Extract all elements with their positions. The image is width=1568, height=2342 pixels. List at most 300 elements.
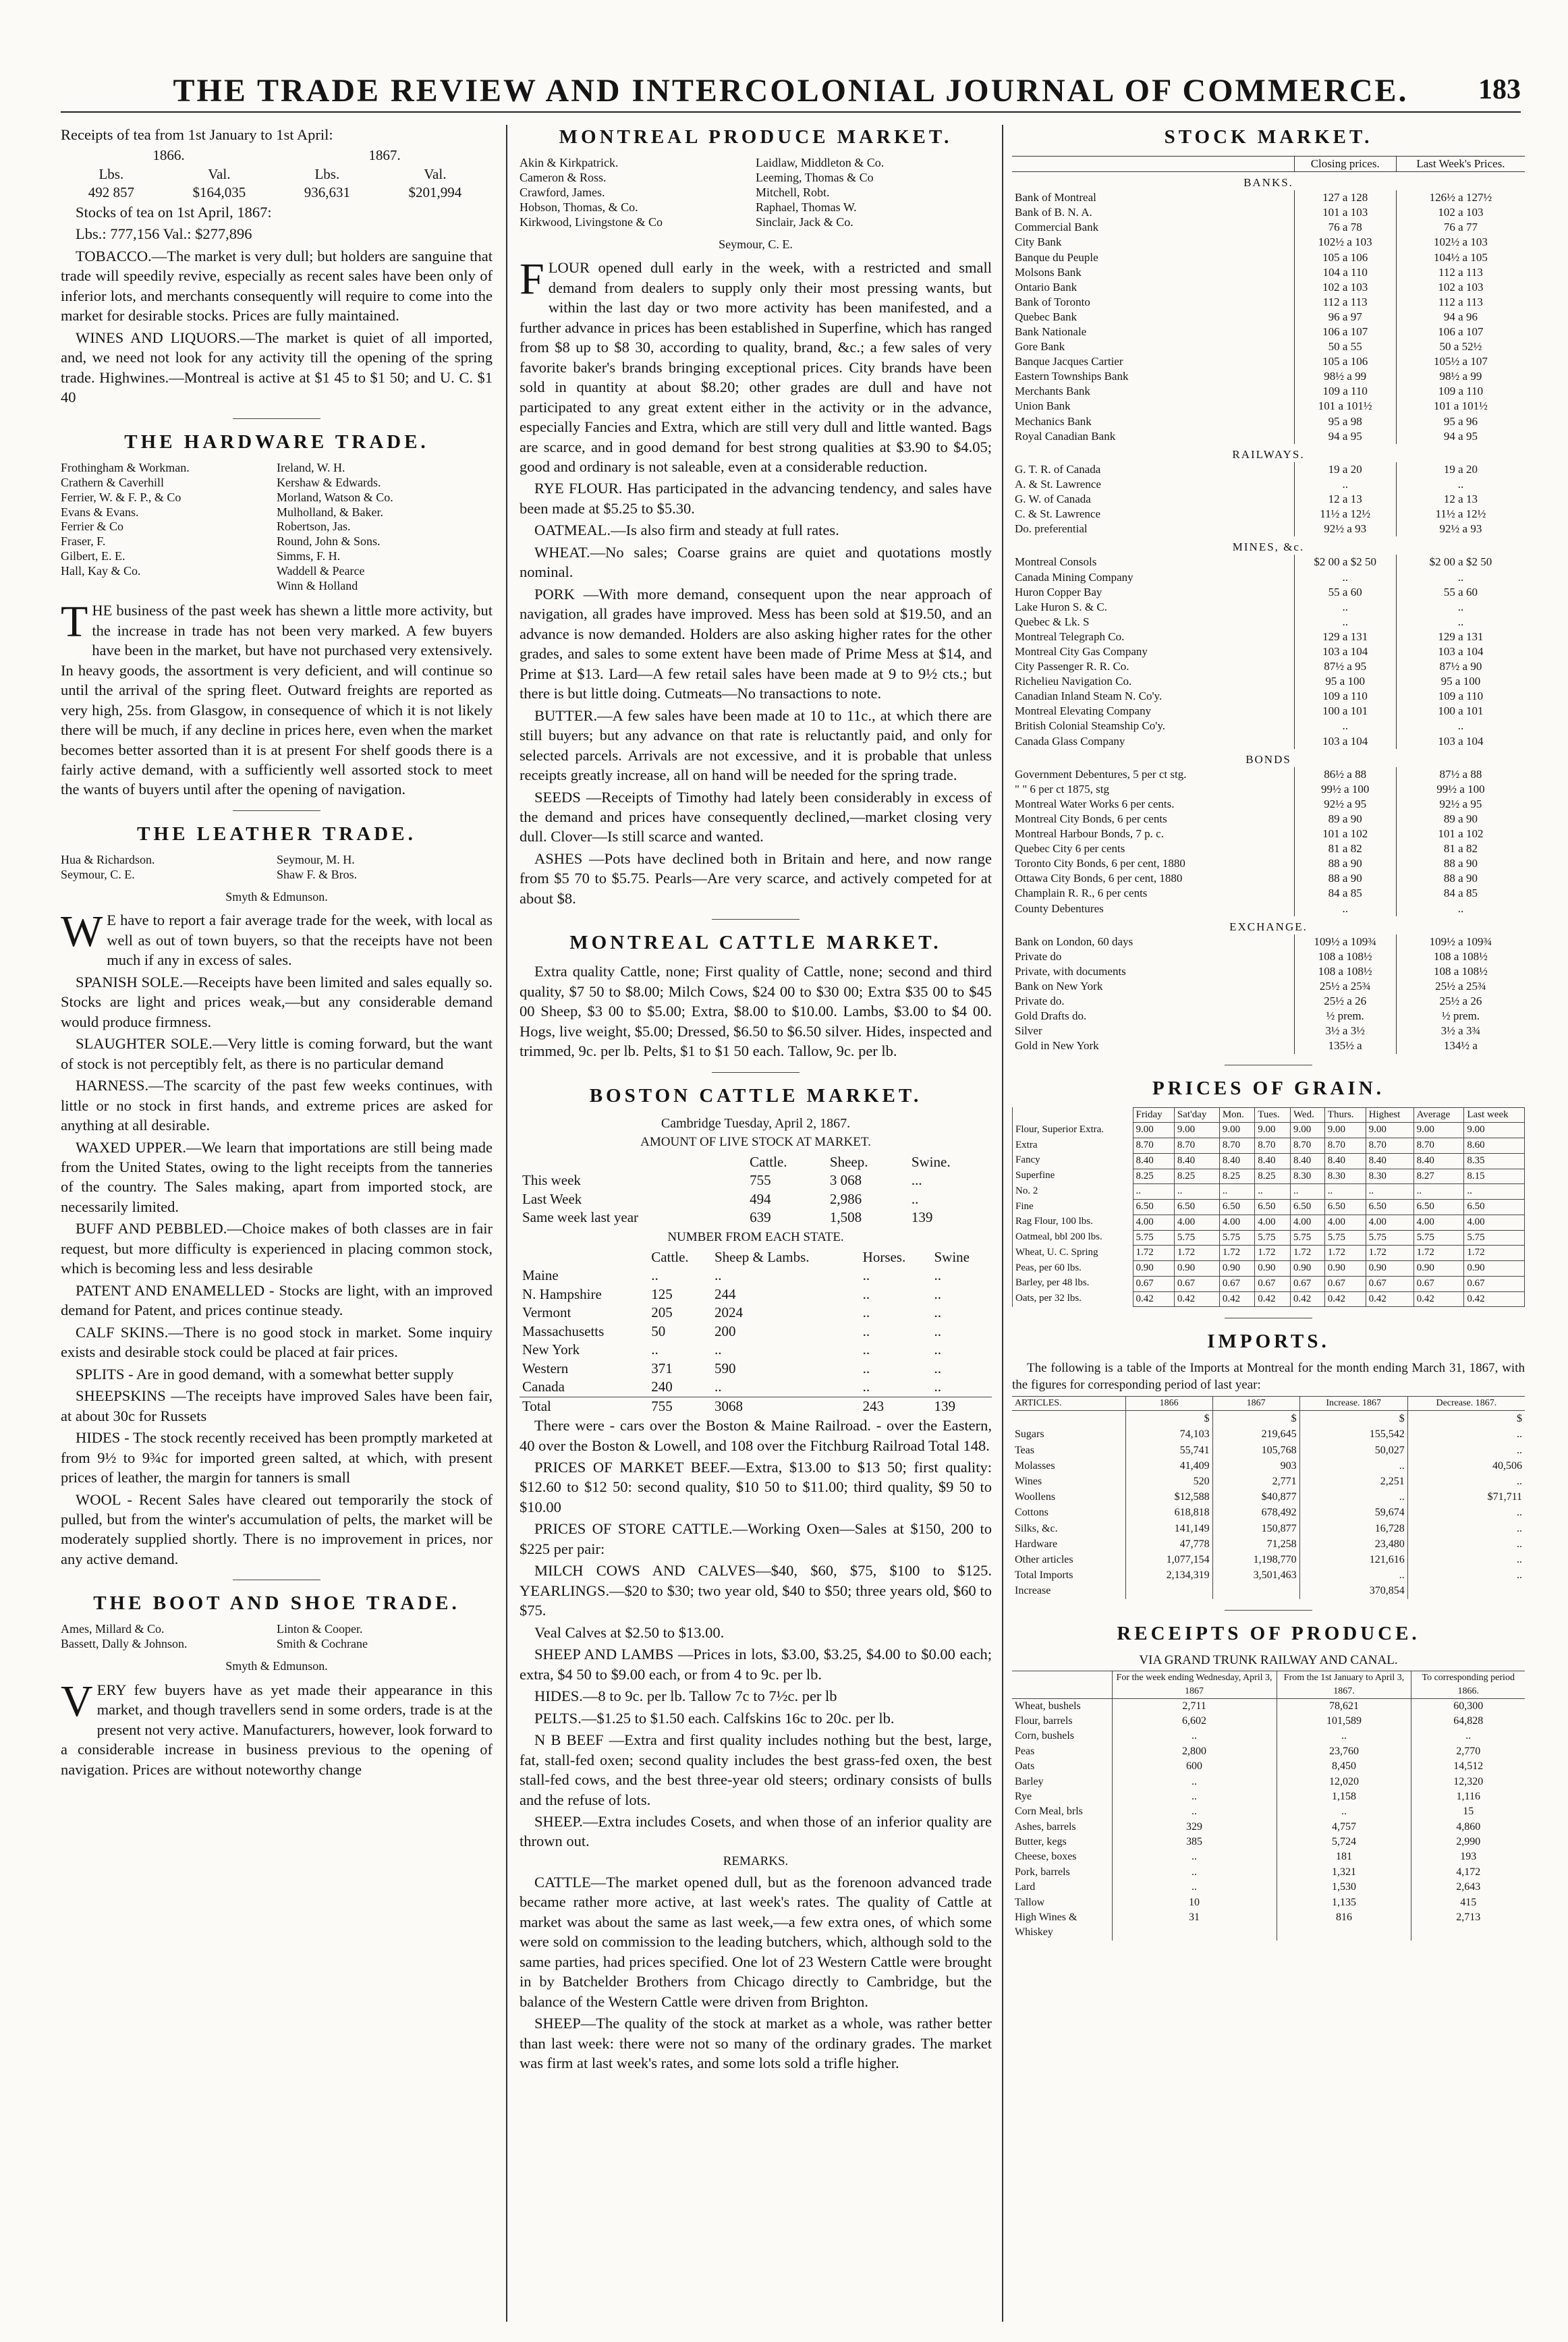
imports-value: 121,616 <box>1299 1552 1407 1567</box>
imports-value: .. <box>1407 1426 1525 1442</box>
grain-price: 1.72 <box>1290 1246 1324 1261</box>
stock-closing-price: 100 a 101 <box>1294 704 1396 719</box>
produce-item: BUTTER.—A few sales have been made at 10 to 11c., at which there are still buyers; but any advance on that rate is reluctantly paid, and only for selected parcels. Arrivals are not excessive, and it is probable that unless receipts greatly increase, all on hand will be needed for the spring trade. <box>520 706 992 784</box>
boston-item: HIDES.—8 to 9c. per lb. Tallow 7c to 7½c. per lb <box>534 1688 837 1705</box>
imports-value: 2,771 <box>1212 1474 1299 1489</box>
imports-value: .. <box>1407 1474 1525 1489</box>
stock-section-row <box>1012 536 1525 555</box>
stock-name: Do. preferential <box>1015 522 1088 536</box>
stock-row <box>1012 295 1525 310</box>
grain-price: 4.00 <box>1464 1215 1525 1230</box>
grain-price: 8.40 <box>1324 1153 1366 1169</box>
grain-price: 5.75 <box>1413 1230 1464 1246</box>
grain-price: 0.90 <box>1324 1261 1366 1277</box>
cell: 244 <box>714 1285 736 1302</box>
stock-name: Mechanics Bank <box>1015 414 1092 428</box>
imports-value: 55,741 <box>1125 1443 1212 1458</box>
stock-last-week-price: 106 a 107 <box>1396 325 1525 339</box>
receipts-row <box>1012 1775 1525 1789</box>
imports-article: Total Imports <box>1015 1569 1073 1582</box>
grain-price: 8.25 <box>1219 1169 1254 1184</box>
grain-row <box>1013 1230 1525 1246</box>
grain-price: 0.42 <box>1219 1291 1254 1307</box>
grain-price: 9.00 <box>1413 1123 1464 1138</box>
table-row <box>520 1285 992 1304</box>
firm-name: Crawford, James. <box>520 185 605 199</box>
table-row <box>520 1266 992 1285</box>
grain-price: 0.42 <box>1464 1291 1525 1307</box>
receipts-row <box>1012 1865 1525 1880</box>
stock-name: Montreal Elevating Company <box>1015 704 1152 718</box>
firm-name: Shaw F. & Bros. <box>277 867 358 881</box>
produce-item: SEEDS —Receipts of Timothy had lately been considerably in excess of the demand and prices have consequently declined,—market closing very dull. Clover—Is still scarce and wanted. <box>520 788 992 845</box>
hardware-heading: THE HARDWARE TRADE. <box>124 430 429 453</box>
receipts-value: 8,450 <box>1277 1759 1411 1774</box>
stock-section-label: RAILWAYS. <box>1232 447 1305 461</box>
leather-heading: THE LEATHER TRADE. <box>137 823 416 845</box>
cell: .. <box>714 1267 722 1284</box>
stock-closing-price: 25½ a 25¾ <box>1294 979 1396 994</box>
grain-price: 0.67 <box>1133 1276 1174 1291</box>
receipts-value: .. <box>1277 1804 1411 1819</box>
stock-last-week-price: 3½ a 3¾ <box>1396 1024 1525 1038</box>
col-head: Swine <box>934 1248 970 1265</box>
receipts-article: Ashes, barrels <box>1015 1820 1076 1833</box>
stock-last-week-price: 95 a 100 <box>1396 674 1525 689</box>
stock-row <box>1012 630 1525 644</box>
receipts-value: 6,602 <box>1112 1714 1277 1729</box>
leather-item: BUFF AND PEBBLED.—Choice makes of both classes are in fair request, but more difficulty is experienced in placing common stock, which is becoming less and less desirable <box>61 1220 493 1277</box>
leather-item: HARNESS.—The scarcity of the past few weeks continues, with little or no stock in first hands, and extreme prices are asked for anything at all desirable. <box>61 1077 493 1134</box>
page-number: 183 <box>1478 74 1521 105</box>
firm-name: Gilbert, E. E. <box>61 549 125 563</box>
grain-label: Oats, per 32 lbs. <box>1013 1291 1133 1307</box>
stock-closing-price: .. <box>1294 615 1396 630</box>
hardware-paragraph <box>61 597 493 800</box>
stock-row <box>1012 522 1525 536</box>
imports-article: Increase <box>1015 1585 1051 1597</box>
stock-last-week-price: .. <box>1396 615 1525 630</box>
row-label: Same week last year <box>522 1209 639 1226</box>
receipts-value: 193 <box>1411 1849 1525 1864</box>
boston-item: PELTS.—$1.25 to $1.50 each. Calfskins 16c to 20c. per lb. <box>534 1709 895 1727</box>
grain-price: 4.00 <box>1174 1215 1219 1230</box>
stock-closing-price: 87½ a 95 <box>1294 659 1396 674</box>
leather-text: E have to report a fair average trade for the week, with local as well as out of town buyers, so that the receipts have not been much if any in excess of sales. <box>107 912 493 969</box>
drop-cap: W <box>61 907 103 957</box>
receipts-article: Corn, bushels <box>1015 1730 1074 1742</box>
grain-price: 4.00 <box>1290 1215 1324 1230</box>
stock-last-week-price: 94 a 95 <box>1396 429 1525 444</box>
stock-row <box>1012 600 1525 615</box>
receipts-table <box>1012 1671 1525 1940</box>
grain-price: 6.50 <box>1413 1200 1464 1215</box>
stock-row <box>1012 689 1525 704</box>
imports-col-head: Decrease. 1867. <box>1407 1396 1525 1410</box>
stock-closing-price: 55 a 60 <box>1294 585 1396 600</box>
stock-closing-price: 88 a 90 <box>1294 856 1396 871</box>
stock-last-week-price: .. <box>1396 570 1525 585</box>
grain-col-head: Last week <box>1464 1107 1525 1123</box>
stock-name: Merchants Bank <box>1015 385 1090 398</box>
col-head: Horses. <box>862 1248 906 1265</box>
row-label: This week <box>522 1172 581 1189</box>
firm-name: Kershaw & Edwards. <box>277 475 381 489</box>
stock-last-week-price: .. <box>1396 901 1525 916</box>
cell: .. <box>934 1378 941 1395</box>
grain-price: 0.90 <box>1413 1261 1464 1277</box>
stock-closing-price: $2 00 a $2 50 <box>1294 555 1396 569</box>
stock-closing-price: 104 a 110 <box>1294 265 1396 280</box>
leather-item: WAXED UPPER.—We learn that importations are still being made from the United States, owing to the light receipts from the tanneries of the country. The Sales making, apart from imported stock, are necessarily limited. <box>61 1138 493 1215</box>
grain-price: 8.70 <box>1133 1138 1174 1154</box>
col-head-last-week: Last Week's Prices. <box>1396 156 1525 171</box>
table-row <box>520 1378 992 1397</box>
grain-price: 0.42 <box>1290 1291 1324 1307</box>
grain-price: 8.40 <box>1219 1153 1254 1169</box>
firm-name: Laidlaw, Middleton & Co. <box>756 155 885 169</box>
grain-price: 4.00 <box>1255 1215 1291 1230</box>
stock-name: Champlain R. R., 6 per cents <box>1015 887 1148 900</box>
stock-name: Quebec & Lk. S <box>1015 615 1090 628</box>
cell: .. <box>934 1360 941 1376</box>
grain-price: 1.72 <box>1255 1246 1291 1261</box>
stock-last-week-price: 84 a 85 <box>1396 886 1525 901</box>
grain-price: 0.90 <box>1464 1261 1525 1277</box>
firm-name: Hall, Kay & Co. <box>61 564 141 578</box>
grain-price: 5.75 <box>1464 1230 1525 1246</box>
boston-item: PRICES OF STORE CATTLE.—Working Oxen—Sales at $150, 200 to $225 per pair: <box>520 1520 992 1557</box>
stock-name: Quebec Bank <box>1015 310 1077 323</box>
grain-price: 1.72 <box>1219 1246 1254 1261</box>
stock-section-row <box>1012 444 1525 462</box>
stock-last-week-price: 76 a 77 <box>1396 220 1525 235</box>
grain-price: 1.72 <box>1464 1246 1525 1261</box>
stock-closing-price: 11½ a 12½ <box>1294 507 1396 522</box>
leather-item: SLAUGHTER SOLE.—Very little is coming forward, but the want of stock is not perceptibly felt, as there is no particular demand <box>61 1035 493 1072</box>
stock-section-label: MINES, &c. <box>1232 540 1305 554</box>
stock-row <box>1012 979 1525 994</box>
stock-closing-price: 112 a 113 <box>1294 295 1396 310</box>
stock-closing-price: 102½ a 103 <box>1294 235 1396 250</box>
receipts-row <box>1012 1820 1525 1835</box>
grain-price: 8.27 <box>1413 1169 1464 1184</box>
page-title: THE TRADE REVIEW AND INTERCOLONIAL JOURNAL OF COMMERCE. <box>173 73 1409 109</box>
receipts-row <box>1012 1789 1525 1804</box>
stock-name: Commercial Bank <box>1015 221 1099 234</box>
stock-last-week-price: 105½ a 107 <box>1396 354 1525 369</box>
firms-right <box>277 853 493 883</box>
firm-name: Ferrier & Co <box>61 520 123 534</box>
receipts-heading: RECEIPTS OF PRODUCE. <box>1117 1622 1420 1644</box>
table-row <box>520 1190 992 1209</box>
imports-value: 903 <box>1212 1458 1299 1474</box>
stock-name: Molsons Bank <box>1015 265 1082 279</box>
stock-name: Richelieu Navigation Co. <box>1015 675 1132 688</box>
stock-closing-price: 105 a 106 <box>1294 250 1396 265</box>
imports-value: 59,674 <box>1299 1505 1407 1520</box>
stock-last-week-price: 98½ a 99 <box>1396 369 1525 384</box>
stock-closing-price: 101 a 102 <box>1294 827 1396 841</box>
stock-last-week-price: 92½ a 95 <box>1396 797 1525 812</box>
receipts-value: .. <box>1277 1729 1411 1744</box>
tobacco-paragraph: TOBACCO.—The market is very dull; but holders are sanguine that trade will speedily revive, especially as recent sales have been only of inferior lots, and merchants consequently will require to come into the market for desirable stocks. Prices are fully maintained. <box>61 247 493 325</box>
imports-row <box>1012 1411 1525 1427</box>
receipts-col-head: For the week ending Wednesday, April 3, 1867 <box>1112 1671 1277 1698</box>
stock-last-week-price: 102 a 103 <box>1396 205 1525 220</box>
stock-name: Gold Drafts do. <box>1015 1009 1087 1023</box>
receipts-row <box>1012 1910 1525 1941</box>
grain-price: .. <box>1255 1184 1291 1200</box>
imports-article: Silks, &c. <box>1015 1522 1058 1534</box>
grain-price: 6.50 <box>1255 1200 1291 1215</box>
cell: .. <box>714 1341 722 1358</box>
receipts-article: Peas <box>1015 1745 1035 1757</box>
stock-last-week-price: 134½ a <box>1396 1038 1525 1053</box>
firm-name: Linton & Cooper. <box>277 1622 363 1636</box>
grain-price: 6.50 <box>1219 1200 1254 1215</box>
stock-name: Government Debentures, 5 per ct stg. <box>1015 767 1187 781</box>
stock-last-week-price: 109 a 110 <box>1396 384 1525 399</box>
tea-value: 936,631 <box>304 184 350 201</box>
firm-name: Ferrier, W. & F. P., & Co <box>61 490 181 504</box>
firm-name: Fraser, F. <box>61 534 106 549</box>
cell: .. <box>862 1304 870 1321</box>
cell: .. <box>934 1322 941 1339</box>
grain-price: 8.15 <box>1464 1169 1525 1184</box>
stock-last-week-price: 11½ a 12½ <box>1396 507 1525 522</box>
stock-section-row <box>1012 916 1525 935</box>
drop-cap: V <box>61 1676 93 1726</box>
column-middle <box>520 125 992 2322</box>
stock-closing-price: 95 a 98 <box>1294 414 1396 429</box>
receipts-value: 1,135 <box>1277 1895 1411 1910</box>
grain-row <box>1013 1200 1525 1215</box>
grain-price: 0.42 <box>1255 1291 1291 1307</box>
col-head-blank <box>1013 1107 1133 1123</box>
receipts-subtitle: VIA GRAND TRUNK RAILWAY AND CANAL. <box>1139 1652 1398 1667</box>
grain-price: 4.00 <box>1324 1215 1366 1230</box>
stock-row <box>1012 1024 1525 1038</box>
grain-price: 8.60 <box>1464 1138 1525 1154</box>
receipts-value: 4,172 <box>1411 1865 1525 1880</box>
grain-price: 0.67 <box>1290 1276 1324 1291</box>
imports-article: Sugars <box>1015 1428 1044 1441</box>
receipts-col-head: To corresponding period 1866. <box>1411 1671 1525 1698</box>
leather-item: SPLITS - Are in good demand, with a somewhat better supply <box>76 1365 454 1383</box>
receipts-article: Rye <box>1015 1790 1032 1802</box>
grain-col-head: Mon. <box>1219 1107 1254 1123</box>
stock-closing-price: 108 a 108½ <box>1294 949 1396 964</box>
firms-left <box>61 853 277 883</box>
stock-last-week-price: 88 a 90 <box>1396 856 1525 871</box>
col-head: Cattle. <box>750 1153 787 1170</box>
receipts-value: 10 <box>1112 1895 1277 1910</box>
stock-closing-price: .. <box>1294 570 1396 585</box>
stock-closing-price: 96 a 97 <box>1294 310 1396 325</box>
grain-price: 9.00 <box>1324 1123 1366 1138</box>
imports-value: .. <box>1299 1458 1407 1474</box>
column-rule <box>1002 125 1003 2322</box>
grain-price: 8.35 <box>1464 1153 1525 1169</box>
stock-last-week-price: 50 a 52½ <box>1396 339 1525 354</box>
table-row <box>520 1341 992 1360</box>
grain-price: .. <box>1413 1184 1464 1200</box>
imports-value: .. <box>1407 1552 1525 1567</box>
firm-name: Cameron & Ross. <box>520 170 607 184</box>
imports-row <box>1012 1489 1525 1505</box>
cell: 2024 <box>714 1304 743 1321</box>
imports-heading: IMPORTS. <box>1207 1331 1330 1353</box>
firm-name: Smyth & Edmunson. <box>225 889 328 903</box>
stock-section-row <box>1012 172 1525 191</box>
firm-name: Smith & Cochrane <box>277 1637 368 1651</box>
firm-name: Hua & Richardson. <box>61 852 155 866</box>
firm-name: Seymour, M. H. <box>277 852 355 866</box>
imports-value: .. <box>1407 1521 1525 1536</box>
cell: 590 <box>714 1360 736 1376</box>
grain-price: 6.50 <box>1324 1200 1366 1215</box>
stock-row <box>1012 719 1525 733</box>
grain-price: 5.75 <box>1366 1230 1413 1246</box>
imports-row <box>1012 1552 1525 1567</box>
imports-row <box>1012 1474 1525 1489</box>
stock-name: Montreal Water Works 6 per cents. <box>1015 797 1175 810</box>
imports-row <box>1012 1505 1525 1520</box>
grain-price: 0.90 <box>1290 1261 1324 1277</box>
grain-price: 1.72 <box>1366 1246 1413 1261</box>
grain-price: 8.40 <box>1290 1153 1324 1169</box>
stock-row <box>1012 812 1525 827</box>
cell: 50 <box>651 1322 666 1339</box>
stock-row <box>1012 585 1525 600</box>
receipts-value: 2,713 <box>1411 1910 1525 1941</box>
stock-row <box>1012 492 1525 507</box>
tea-col-head: Val. <box>208 165 231 182</box>
receipts-value: 2,643 <box>1411 1880 1525 1895</box>
grain-price: 0.42 <box>1174 1291 1219 1307</box>
stock-row <box>1012 856 1525 871</box>
stock-row <box>1012 507 1525 522</box>
grain-price: 0.67 <box>1366 1276 1413 1291</box>
stock-name: C. & St. Lawrence <box>1015 507 1100 521</box>
stock-last-week-price: 12 a 13 <box>1396 492 1525 507</box>
stock-row <box>1012 462 1525 477</box>
stock-last-week-price: 101 a 101½ <box>1396 399 1525 414</box>
produce-paragraph <box>520 254 992 476</box>
receipts-value: 2,990 <box>1411 1835 1525 1849</box>
stock-row <box>1012 782 1525 797</box>
stock-row <box>1012 220 1525 235</box>
imports-value: .. <box>1407 1567 1525 1583</box>
stock-name: Eastern Townships Bank <box>1015 370 1129 383</box>
imports-value: 520 <box>1125 1474 1212 1489</box>
receipts-article: Barley <box>1015 1775 1044 1787</box>
grain-price: 9.00 <box>1255 1123 1291 1138</box>
stock-row <box>1012 325 1525 339</box>
stock-closing-price: 50 a 55 <box>1294 339 1396 354</box>
cell: 371 <box>651 1360 673 1376</box>
boot-heading: THE BOOT AND SHOE TRADE. <box>93 1592 460 1615</box>
stock-name: Canada Mining Company <box>1015 570 1133 584</box>
imports-row <box>1012 1583 1525 1598</box>
cell: .. <box>862 1341 870 1358</box>
live-stock-table <box>520 1153 992 1227</box>
grain-label: Flour, Superior Extra. <box>1013 1123 1133 1138</box>
stock-row <box>1012 265 1525 280</box>
firm-name: Morland, Watson & Co. <box>277 490 393 504</box>
imports-value: 1,077,154 <box>1125 1552 1212 1567</box>
grain-price: 4.00 <box>1413 1215 1464 1230</box>
stock-name: Montreal City Bonds, 6 per cents <box>1015 812 1167 826</box>
cell: .. <box>934 1341 941 1358</box>
imports-row <box>1012 1426 1525 1442</box>
stock-closing-price: 76 a 78 <box>1294 220 1396 235</box>
stock-closing-price: 102 a 103 <box>1294 280 1396 295</box>
column-left <box>61 125 493 2322</box>
boston-item: SHEEP AND LAMBS —Prices in lots, $3.00, $3.25, $4.00 to $0.00 each; extra, $4 50 to $9.00 each, or from 4 to 9c. per lb. <box>520 1646 992 1683</box>
imports-value: 40,506 <box>1407 1458 1525 1474</box>
stock-row <box>1012 659 1525 674</box>
tea-col-head: Lbs. <box>314 165 340 182</box>
stock-name: Toronto City Bonds, 6 per cent, 1880 <box>1015 857 1185 870</box>
stock-closing-price: 89 a 90 <box>1294 812 1396 827</box>
boston-paragraph: There were - cars over the Boston & Maine Railroad. - over the Eastern, 40 over the Boston & Lowell, and 108 over the Fitchburg Railroad Total 148. <box>520 1417 992 1454</box>
receipts-value: 101,589 <box>1277 1714 1411 1729</box>
firms-left <box>61 461 277 594</box>
stock-closing-price: 92½ a 93 <box>1294 522 1396 536</box>
stock-closing-price: 88 a 90 <box>1294 871 1396 886</box>
firm-name: Evans & Evans. <box>61 505 139 519</box>
cell: 3 068 <box>829 1172 862 1189</box>
grain-label: Wheat, U. C. Spring <box>1013 1246 1133 1261</box>
imports-row <box>1012 1521 1525 1536</box>
stock-last-week-price: 25½ a 26 <box>1396 994 1525 1009</box>
receipts-col-head: From the 1st January to April 3, 1867. <box>1277 1671 1411 1698</box>
stock-last-week-price: 92½ a 93 <box>1396 522 1525 536</box>
row-label: Canada <box>522 1378 565 1395</box>
imports-head-row <box>1012 1396 1525 1410</box>
imports-value: 47,778 <box>1125 1536 1212 1552</box>
state-table <box>520 1248 992 1416</box>
cell: .. <box>862 1267 870 1284</box>
receipts-article: Butter, kegs <box>1015 1836 1067 1848</box>
remarks-paragraph: CATTLE—The market opened dull, but as the forenoon advanced trade became rather more active, at last week's rates. The quality of Cattle at market was about the same as last week,—a few extra ones, of which some were sold on commission to the leading butchers, which, although sold to the same parties, had prices specified. One lot of 23 Western Cattle were brought in by Batchelder Brothers from Chicago directly to Cambridge, but the balance of the Western Cattle were driven from Brighton. <box>520 1873 992 2010</box>
cell: 139 <box>911 1209 933 1226</box>
stock-name: Bank on New York <box>1015 980 1103 993</box>
grain-heading: PRICES OF GRAIN. <box>1152 1077 1384 1099</box>
stock-name: City Passenger R. R. Co. <box>1015 660 1129 673</box>
stock-row <box>1012 280 1525 295</box>
firm-name: Raphael, Thomas W. <box>756 200 857 214</box>
stock-row <box>1012 429 1525 444</box>
cell: .. <box>862 1322 870 1339</box>
stock-last-week-price: 89 a 90 <box>1396 812 1525 827</box>
receipts-article: High Wines & Whiskey <box>1015 1912 1077 1939</box>
stock-last-week-price: 95 a 96 <box>1396 414 1525 429</box>
stock-row <box>1012 190 1525 205</box>
firm-name: Akin & Kirkpatrick. <box>520 155 619 169</box>
grain-label: Superfine <box>1013 1169 1133 1184</box>
imports-article: Cottons <box>1015 1507 1048 1519</box>
stock-name: Private, with documents <box>1015 964 1126 978</box>
imports-intro: The following is a table of the Imports at Montreal for the month ending March 31, 1867, with the figures for corresponding period of last year: <box>1012 1361 1525 1393</box>
grain-price: .. <box>1174 1184 1219 1200</box>
receipts-value: 600 <box>1112 1759 1277 1774</box>
stock-name: Silver <box>1015 1024 1042 1038</box>
montreal-cattle-paragraph: Extra quality Cattle, none; First quality of Cattle, none; second and third quality, $7 50 to $8.00; Milch Cows, $24 00 to $30 00; Extra $35 00 to $45 00 Sheep, $3 00 to $5.00; Extra, $8.00 to $10.00. Lambs, $3.00 to $4 00. Hogs, live weight, $5.00; Dressed, $6.50 to $6.50 silver. Hides, inspected and trimmed, 9c. per lb. Pelts, $1 to $1 50 each. Tallow, 9c. per lb. <box>520 963 992 1060</box>
leather-item: PATENT AND ENAMELLED - Stocks are light, with an improved demand for Patent, and prices continue steady. <box>61 1281 493 1319</box>
